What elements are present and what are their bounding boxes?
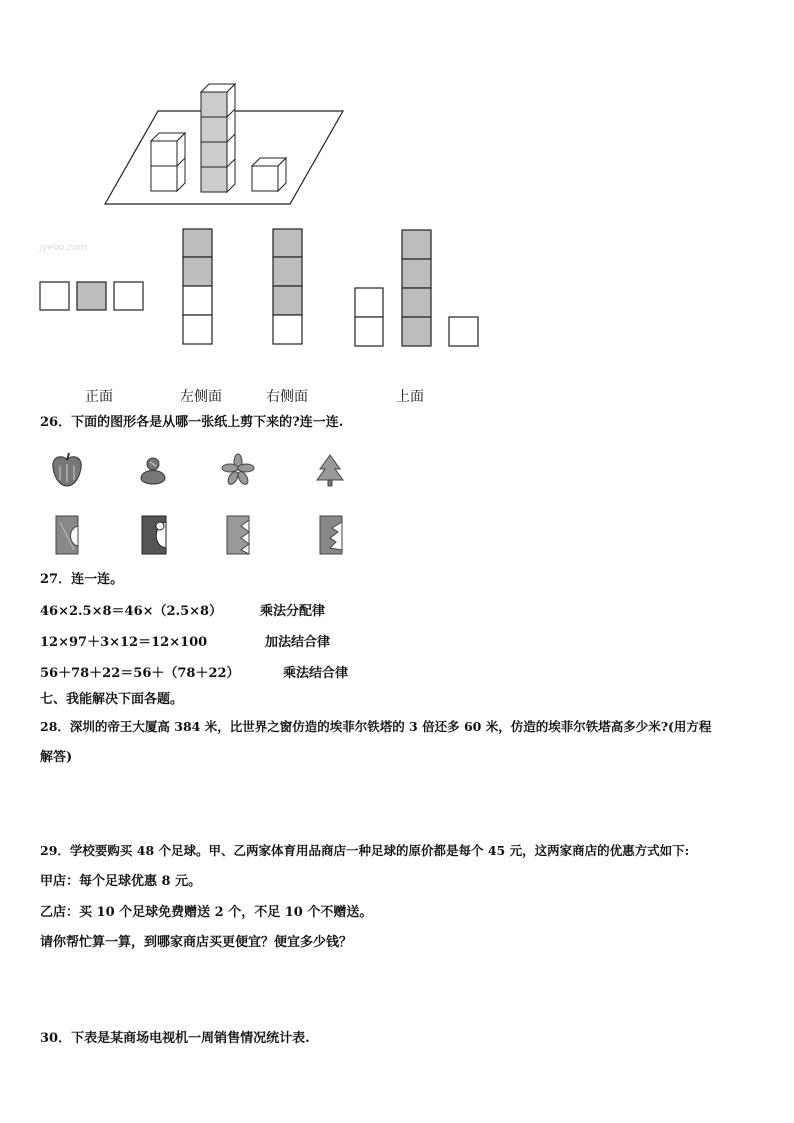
tree-icon — [317, 455, 343, 486]
q26-text: 26．下面的图形各是从哪一张纸上剪下来的?连一连. — [40, 415, 344, 430]
label-front: 正面 — [85, 389, 113, 405]
q27-title: 27．连一连。 — [40, 572, 124, 587]
gourd-icon — [141, 458, 165, 484]
q30-text: 30．下表是某商场电视机一周销售情况统计表. — [40, 1031, 310, 1046]
q27-law-3: 乘法结合律 — [283, 666, 349, 681]
flower-icon — [222, 454, 254, 486]
paper-4 — [320, 516, 342, 554]
q29-line-2: 甲店：每个足球优惠 8 元。 — [40, 874, 202, 889]
apple-icon — [53, 453, 81, 486]
q29-line-3: 乙店：买 10 个足球免费赠送 2 个，不足 10 个不赠送。 — [40, 905, 373, 920]
q28-line-1: 28．深圳的帝王大厦高 384 米，比世界之窗仿造的埃菲尔铁塔的 3 倍还多 60 米，仿造的埃菲尔铁塔高多少米?(用方程 — [40, 719, 712, 734]
section-7-heading: 七、我能解决下面各题。 — [40, 692, 184, 707]
q29-line-4: 请你帮忙算一算，到哪家商店买更便宜？便宜多少钱？ — [40, 935, 353, 950]
q27-expr-2: 12×97＋3×12＝12×100 — [40, 635, 208, 650]
label-left: 左侧面 — [180, 389, 222, 405]
q27-expr-3: 56＋78＋22＝56＋（78＋22） — [40, 666, 240, 681]
paper-3 — [227, 516, 249, 554]
label-top: 上面 — [396, 389, 424, 405]
q27-expr-1: 46×2.5×8＝46×（2.5×8） — [40, 604, 223, 619]
label-right: 右侧面 — [266, 389, 308, 405]
q27-law-1: 乘法分配律 — [260, 604, 326, 619]
paper-2 — [142, 516, 166, 554]
q29-line-1: 29．学校要购买 48 个足球。甲、乙两家体育用品商店一种足球的原价都是每个 45 元，这两家商店的优惠方式如下: — [40, 843, 690, 858]
q27-law-2: 加法结合律 — [265, 635, 331, 650]
q28-line-2: 解答) — [40, 750, 73, 765]
paper-1 — [56, 516, 78, 554]
watermark: Jyeoo.com — [40, 243, 87, 253]
